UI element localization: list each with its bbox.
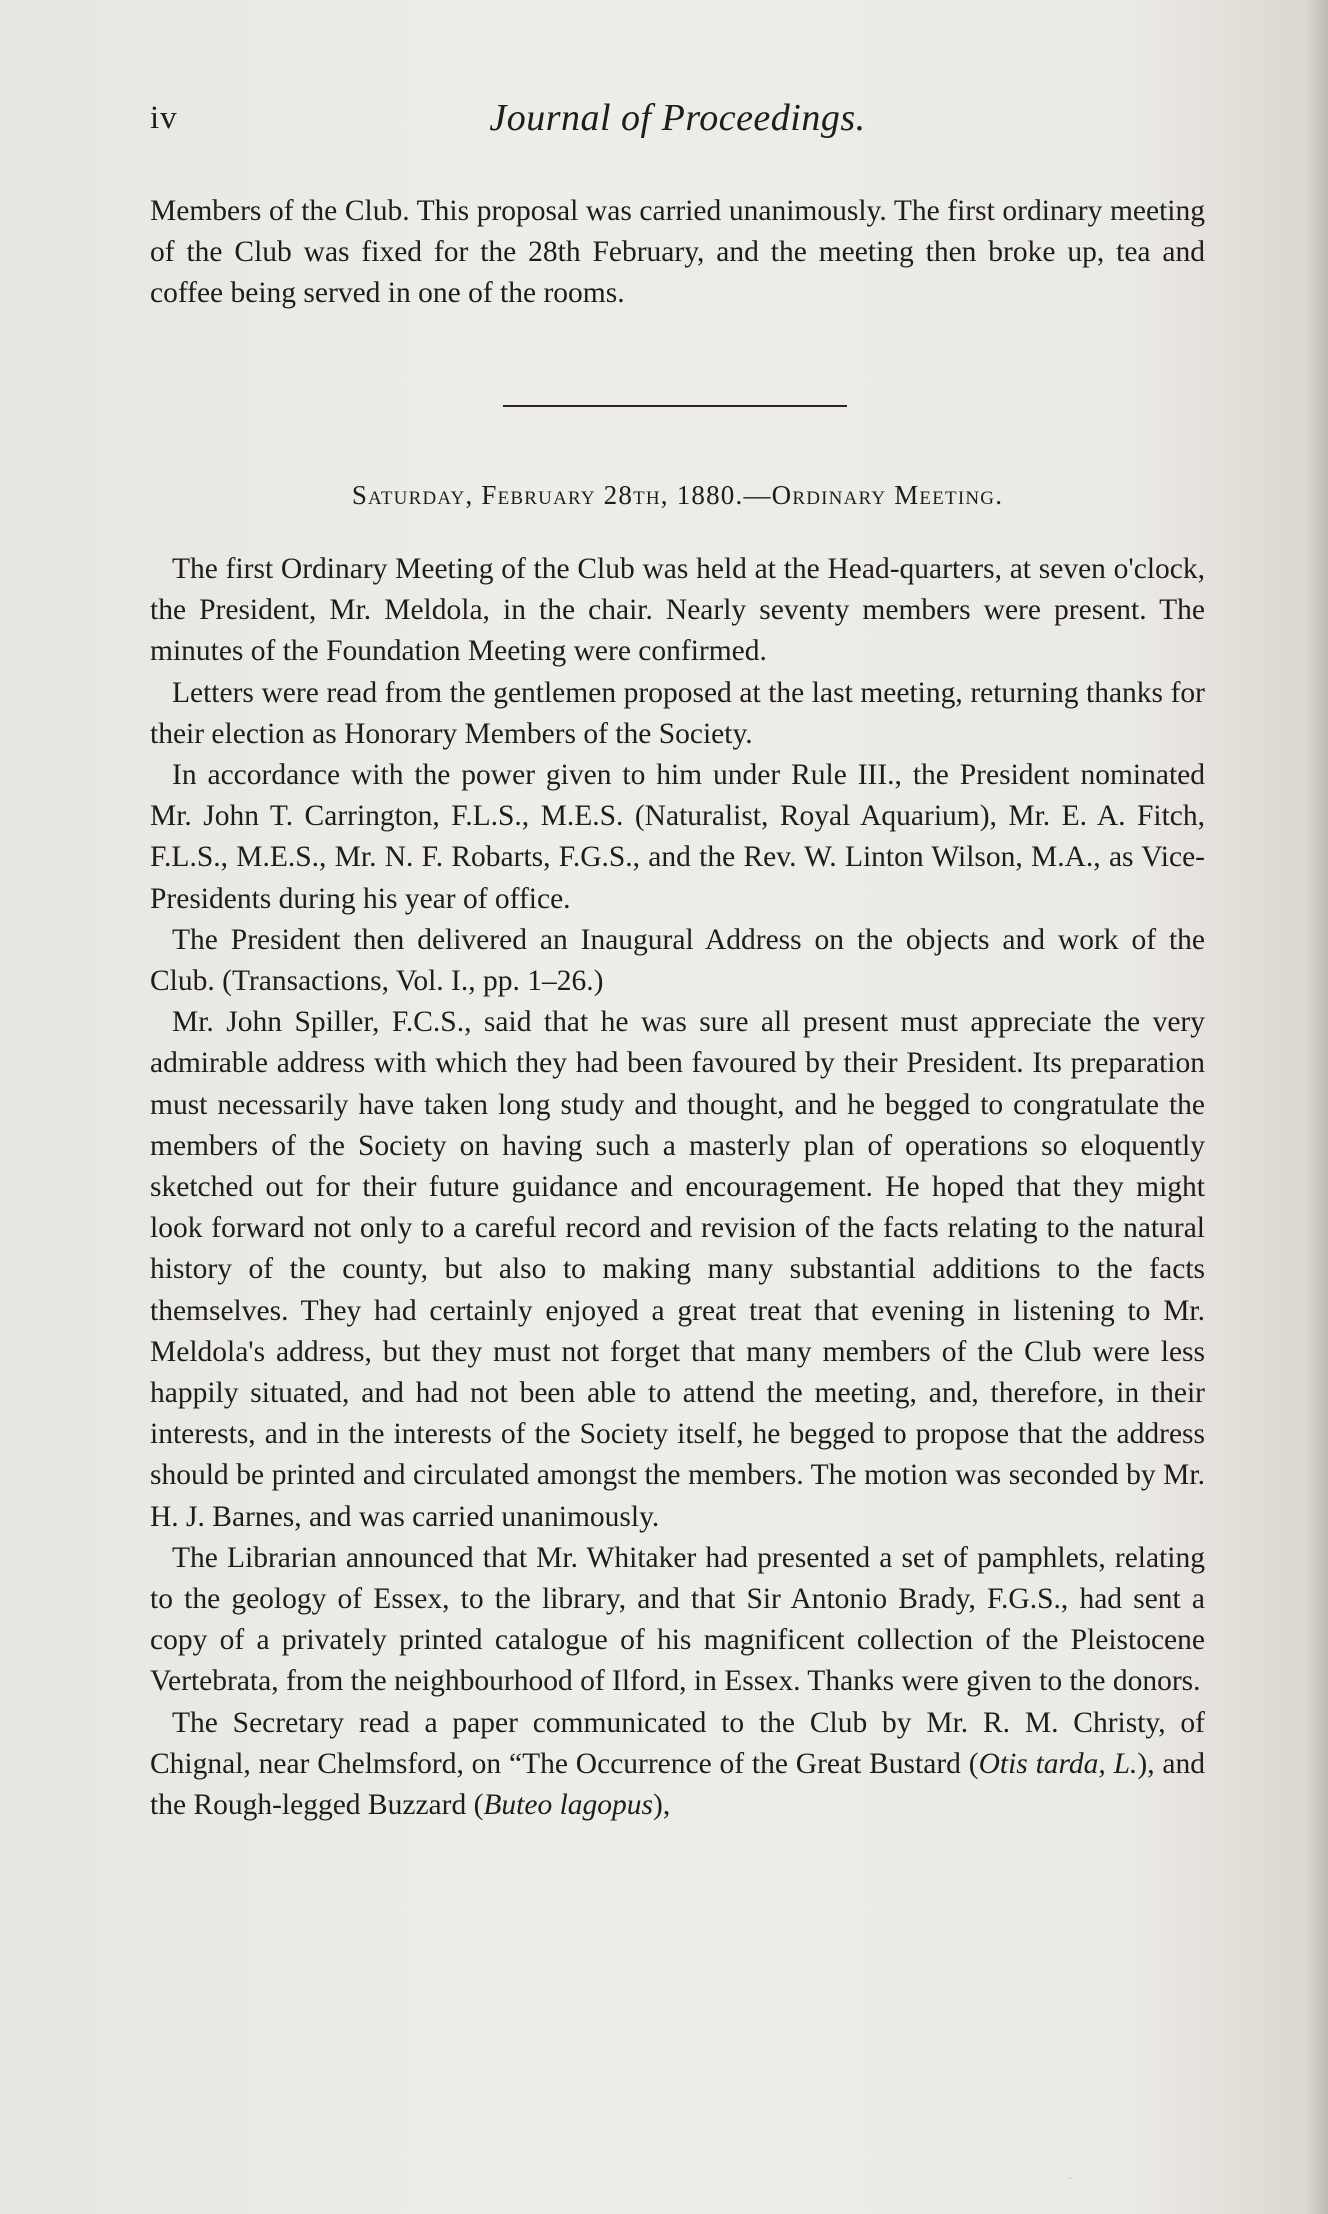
secretary-paper-tail: ), xyxy=(653,1789,671,1822)
running-head xyxy=(150,96,1205,156)
opening-paragraph: Members of the Club. This proposal was carried unanimously. The first ordinary meeting of the Club was fixed for the 28th February, and the meeting then broke up, tea and coffee being served in one of the rooms. xyxy=(150,195,1205,310)
species-name-bustard: Otis tarda, L. xyxy=(978,1747,1138,1780)
paragraph-spiller-motion: Mr. John Spiller, F.C.S., said that he was sure all present must appreciate the very admirable address with which they had been favoured by their President. Its preparation must necessarily have taken long study and thought, and he begged to congratulate the members of the Society on having such a masterly plan of operations so eloquently sketched out for their future guidance and encouragement. He hoped that they might look forward not only to a careful record and revision of the facts relating to the natural history of the county, but also to making many substantial additions to the facts themselves. They had certainly enjoyed a great treat that evening in listening to Mr. Meldola's address, but they must not forget that many members of the Club were less happily situated, and had not been able to attend the meeting, and, therefore, in their interests, and in the interests of the Society itself, he begged to propose that the address should be printed and circulated amongst the members. The motion was seconded by Mr. H. J. Barnes, and was carried unanimously. xyxy=(150,1006,1205,1533)
meeting-minutes xyxy=(150,549,1205,1826)
page-edge-shadow xyxy=(1306,0,1328,2214)
section-heading: Saturday, February 28th, 1880.—Ordinary Meeting. xyxy=(351,480,1004,510)
secretary-paper-lead: The Secretary read a paper communicated to the Club by Mr. R. M. Christy, of Chignal, near Chelmsford, on “The Occurrence of the Great Bustard ( xyxy=(150,1706,1205,1780)
paragraph-vice-presidents: In accordance with the power given to him under Rule III., the President nominated Mr. John T. Carrington, F.L.S., M.E.S. (Naturalist, Royal Aquarium), Mr. E. A. Fitch, F.L.S., M.E.S., Mr. N. F. Robarts, F.G.S., and the Rev. W. Linton Wilson, M.A., as Vice-Presidents during his year of office. xyxy=(150,759,1205,915)
species-name-buzzard: Buteo lagopus xyxy=(483,1789,654,1822)
paragraph-letters: Letters were read from the gentlemen proposed at the last meeting, returning thanks for their election as Honorary Members of the Society. xyxy=(150,676,1205,750)
page-number: iv xyxy=(150,100,178,136)
page-corner-mark: · xyxy=(1068,2172,1073,2187)
paragraph-secretary-paper xyxy=(150,1703,1205,1827)
paragraph-librarian: The Librarian announced that Mr. Whitaker had presented a set of pamphlets, relating to the geology of Essex, to the library, and that Sir Antonio Brady, F.G.S., had sent a copy of a privately printed catalogue of his magnificent collection of the Pleistocene Vertebrata, from the neighbourhood of Ilford, in Essex. Thanks were given to the donors. xyxy=(150,1541,1205,1698)
section-divider-rule xyxy=(503,405,847,407)
opening-text xyxy=(150,191,1205,315)
secretary-paper-mid: ), and the Rough-legged Buzzard ( xyxy=(150,1747,1206,1822)
paragraph-inaugural-address: The President then delivered an Inaugural Address on the objects and work of the Club. (Transactions, Vol. I., pp. 1–26.) xyxy=(150,923,1205,998)
paragraph-first-meeting: The first Ordinary Meeting of the Club was held at the Head-quarters, at seven o'clock, the President, Mr. Meldola, in the chair. Nearly seventy members were present. The minutes of the Foundation Meeting were confirmed. xyxy=(150,553,1205,668)
running-head-title: Journal of Proceedings. xyxy=(489,97,866,139)
